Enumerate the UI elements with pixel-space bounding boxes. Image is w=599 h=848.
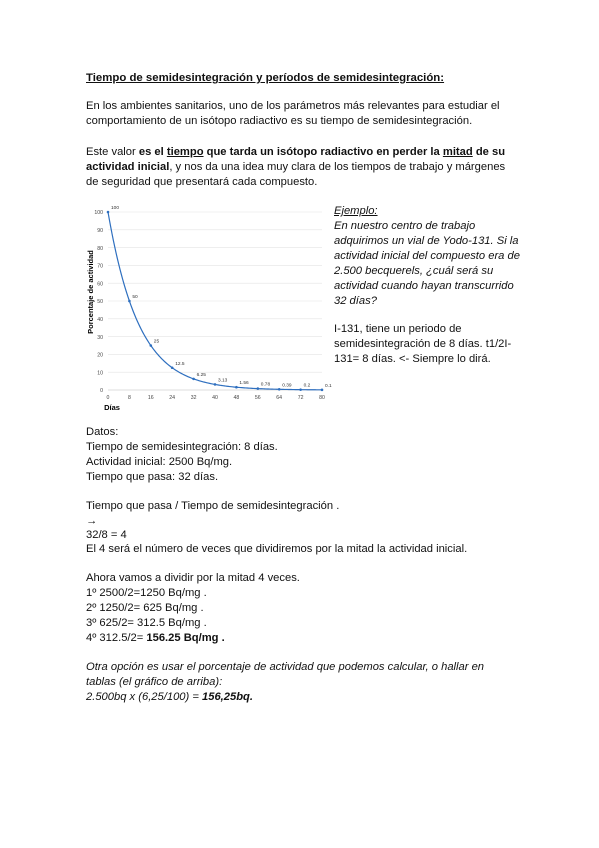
x-tick-label: 40 [212, 395, 218, 401]
alternative-formula [86, 690, 253, 705]
definition-underlined-tiempo: tiempo [166, 146, 204, 158]
data-label: 50 [132, 295, 138, 300]
data-label: 0.78 [260, 382, 271, 388]
data-label: 0.2 [303, 383, 311, 389]
formula-result: 156,25bq. [202, 691, 253, 703]
alternative-text: Otra opción es usar el porcentaje de actividad que podemos calcular, o hallar en tablas (el gráfico de arriba): [86, 661, 485, 688]
data-initial-activity: Actividad inicial: 2500 Bq/mg. [86, 456, 233, 468]
step-4-text: 4º 312.5/2= [86, 632, 147, 644]
y-tick-label: 70 [97, 263, 103, 270]
data-label: 3.13 [218, 378, 228, 384]
step-1: 1º 2500/2=1250 Bq/mg . [86, 587, 207, 599]
data-point [299, 388, 302, 391]
intro-paragraph: En los ambientes sanitarios, uno de los parámetros más relevantes para estudiar el comportamiento de un isótopo radiactivo es su tiempo de semidesintegración. [86, 100, 500, 127]
y-tick-label: 90 [97, 228, 103, 234]
x-tick-label: 0 [106, 395, 110, 401]
y-tick-label: 40 [97, 317, 103, 323]
example-heading: Ejemplo: [334, 205, 378, 217]
data-elapsed-time: Tiempo que pasa: 32 días. [86, 471, 219, 483]
x-axis-label: Días [104, 403, 120, 412]
definition-text: Este valor [86, 146, 139, 158]
x-tick-label: 8 [127, 395, 131, 401]
data-label: 0.39 [282, 383, 292, 389]
data-point [257, 387, 260, 390]
page-title: Tiempo de semidesintegración y períodos de semidesintegración: [86, 72, 445, 84]
data-label: 25 [153, 339, 160, 345]
y-tick-label: 60 [97, 281, 103, 288]
example-note: I-131, tiene un periodo de semidesintegración de 8 días. t1/2I-131= 8 días. <- Siempre lo dirá. [334, 323, 512, 365]
data-label: 1.56 [239, 381, 249, 387]
data-label: 12.5 [175, 361, 185, 367]
data-point [107, 211, 110, 214]
x-tick-label: 72 [297, 395, 304, 401]
x-tick-label: 32 [190, 395, 197, 401]
x-tick-labels [107, 395, 325, 401]
x-tick-label: 80 [319, 395, 325, 401]
definition-bold: que tarda un isótopo radiactivo en perder la [203, 146, 443, 158]
data-label: 6.25 [196, 372, 206, 378]
x-tick-label: 48 [233, 395, 240, 401]
data-point [150, 344, 153, 347]
data-label: 0.1 [325, 383, 332, 389]
y-tick-label: 20 [97, 352, 103, 359]
formula-text: 2.500bq x (6,25/100) = [86, 691, 202, 703]
definition-paragraph [86, 145, 511, 190]
definition-bold: de su actividad inicial [86, 146, 506, 173]
step-3: 3º 625/2= 312.5 Bq/mg . [86, 617, 207, 629]
y-axis-label: Porcentaje de actividad [86, 250, 95, 334]
x-tick-label: 16 [147, 395, 154, 401]
step-4 [86, 631, 225, 646]
x-tick-label: 24 [169, 395, 176, 401]
y-tick-label: 30 [97, 334, 103, 341]
definition-underlined-mitad: mitad [442, 146, 473, 158]
definition-text: , y nos da una idea muy clara de los tiempos de trabajo y márgenes de seguridad que presentará cada compuesto. [86, 161, 506, 188]
data-label: 100 [111, 206, 120, 211]
step-4-result: 156.25 Bq/mg . [146, 632, 225, 644]
x-tick-label: 64 [276, 395, 283, 401]
y-tick-labels [94, 210, 103, 394]
data-point [235, 386, 238, 389]
y-tick-label: 10 [97, 370, 103, 377]
data-half-life: Tiempo de semidesintegración: 8 días. [86, 441, 278, 453]
chart-series [107, 205, 332, 391]
arrow-icon: → [86, 515, 98, 527]
chart-grid [108, 212, 322, 390]
data-point [128, 300, 131, 303]
calc-line-3: El 4 será el número de veces que dividiremos por la mitad la actividad inicial. [86, 543, 468, 555]
step-2: 2º 1250/2= 625 Bq/mg . [86, 602, 204, 614]
example-text: En nuestro centro de trabajo adquirimos un vial de Yodo-131. Si la actividad inicial del compuesto era de 2.500 becquerels, ¿cuál será su actividad cuando hayan transcurrido 32 días? [334, 220, 520, 307]
data-header: Datos: [86, 426, 119, 438]
example-block [334, 204, 524, 309]
data-point [278, 388, 281, 391]
data-point [171, 366, 174, 369]
data-point [321, 389, 324, 392]
steps-intro: Ahora vamos a dividir por la mitad 4 veces. [86, 572, 300, 584]
y-tick-label: 80 [97, 245, 103, 252]
calc-line-2: 32/8 = 4 [86, 529, 127, 541]
data-point [214, 383, 217, 386]
y-tick-label: 0 [100, 388, 103, 395]
data-point [192, 378, 195, 381]
y-tick-label: 100 [94, 210, 103, 217]
x-tick-label: 56 [254, 395, 261, 401]
calc-line-1: Tiempo que pasa / Tiempo de semidesintegración . [86, 500, 340, 512]
definition-bold: es el [138, 146, 167, 158]
decay-chart [84, 204, 330, 414]
y-tick-label: 50 [97, 299, 103, 306]
